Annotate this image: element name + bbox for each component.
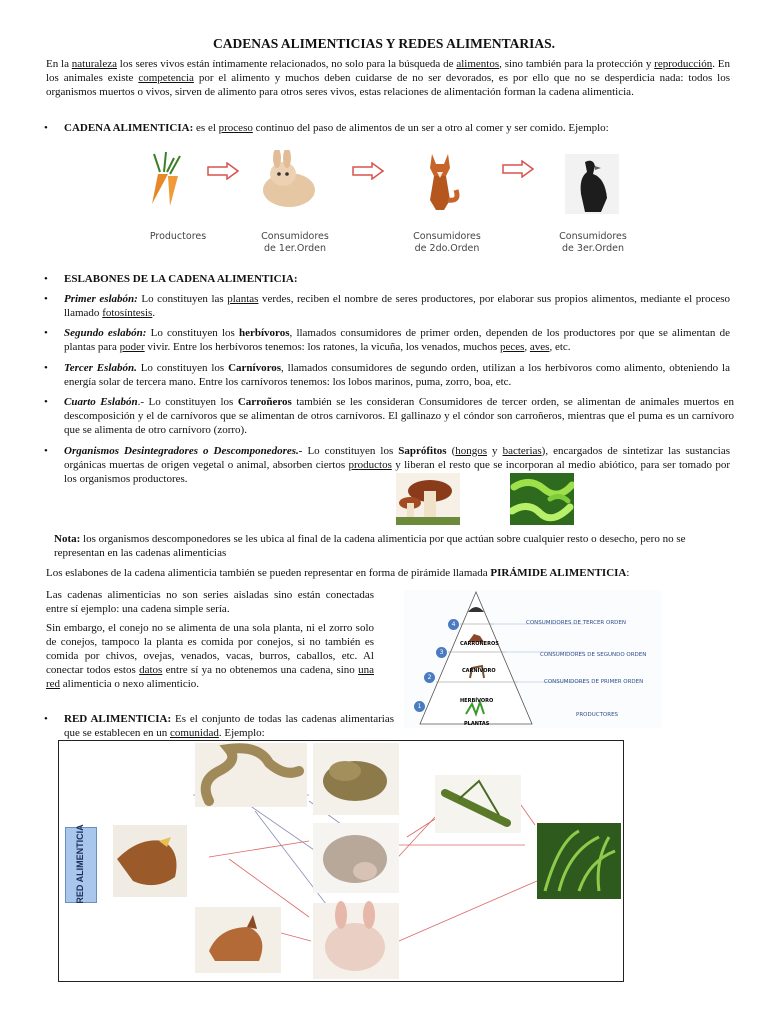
pyramid-inner-label: HERBÍVORO bbox=[460, 698, 494, 704]
segundo-eslabon: Segundo eslabón: Lo constituyen los herbívoros, llamados consumidores de primer orden, dependen de los productores por que se alimentan de plantas para poder vivir. Entre los herbívoros tenemos: los ratones, la vicuña, los venados, muchos peces, aves, etc. bbox=[64, 327, 730, 353]
link-plantas[interactable]: plantas bbox=[227, 293, 259, 305]
rabbit-image bbox=[255, 150, 323, 210]
link-una-red[interactable]: una red bbox=[46, 664, 375, 690]
arrow-right-icon bbox=[502, 160, 534, 178]
pyramid-outer-label: CONSUMIDORES DE TERCER ORDEN bbox=[526, 620, 626, 626]
link-proceso[interactable]: proceso bbox=[218, 122, 253, 134]
carrot-producer-image bbox=[140, 150, 196, 210]
vulture-image bbox=[565, 154, 619, 214]
level-4-badge: 4 bbox=[448, 619, 459, 630]
link-bacterias[interactable]: bacterias bbox=[502, 445, 542, 457]
arrow-right-icon bbox=[207, 162, 239, 180]
pyramid-inner-label: PLANTAS bbox=[464, 721, 490, 727]
link-comunidad[interactable]: comunidad bbox=[169, 727, 219, 739]
link-naturaleza[interactable]: naturaleza bbox=[71, 58, 117, 70]
level-1-badge: 1 bbox=[414, 701, 425, 712]
link-reproduccion[interactable]: reproducción bbox=[654, 58, 713, 70]
nota: Nota: los organismos descomponedores se les ubica al final de la cadena alimenticia por que actúan sobre cualquier resto o desecho, pero no se representan en las cadenas alimenticias bbox=[54, 533, 686, 559]
piramide-intro: Los eslabones de la cadena alimenticia también se pueden representar en forma de pirámide llamada PIRÁMIDE ALIMENTICIA: bbox=[46, 567, 630, 579]
link-datos[interactable]: datos bbox=[139, 664, 163, 676]
pyramid-outer-label: CONSUMIDORES DE PRIMER ORDEN bbox=[544, 679, 644, 685]
descomponedores: Organismos Desintegradores o Descomponedores.- Lo constituyen los Saprófitos (hongos y bacterias), encargados de sintetizar las sustancias orgánicas muertas de origen vegetal o animal, absorben ciertos productos y liberan el resto que se incorporan al medio abiótico, para ser tomado por los organismos productores. bbox=[64, 445, 730, 485]
link-aves[interactable]: aves bbox=[529, 341, 550, 353]
cuarto-eslabon: Cuarto Eslabón.- Lo constituyen los Carroñeros también se les consideran Consumidores de tercer orden, se alimentan de animales muertos en descomposición y el de carnívoros que se alimentan de otros carnívoros. El gallinazo y el cóndor son carroñeros, mientras que el puma es un carnívoro que se alimenta de otro carnívoro (zorro). bbox=[64, 396, 734, 436]
pyramid-inner-label: CARNÍVORO bbox=[462, 668, 496, 674]
label-consumidores-3: Consumidores de 3er.Orden bbox=[559, 231, 627, 254]
link-peces[interactable]: peces bbox=[499, 341, 525, 353]
bullet: • bbox=[44, 445, 48, 457]
link-alimentos[interactable]: alimentos bbox=[456, 58, 500, 70]
cadena-definition: CADENA ALIMENTICIA: es el proceso continuo del paso de alimentos de un ser a otro al comer y ser comido. Ejemplo: bbox=[64, 122, 609, 134]
eslabones-heading: ESLABONES DE LA CADENA ALIMENTICIA: bbox=[64, 273, 298, 285]
bullet: • bbox=[44, 362, 48, 374]
level-3-badge: 3 bbox=[436, 647, 447, 658]
link-poder[interactable]: poder bbox=[119, 341, 145, 353]
red-alimenticia-diagram bbox=[58, 740, 624, 982]
link-competencia[interactable]: competencia bbox=[138, 72, 194, 84]
primer-eslabon: Primer eslabón: Lo constituyen las plantas verdes, reciben el nombre de seres productores, por elaborar sus propios alimentos, mediante el proceso llamado fotosíntesis. bbox=[64, 293, 730, 319]
arrow-right-icon bbox=[352, 162, 384, 180]
fox-image bbox=[420, 150, 460, 212]
label-consumidores-2: Consumidores de 2do.Orden bbox=[413, 231, 481, 254]
pyramid-outer-label: CONSUMIDORES DE SEGUNDO ORDEN bbox=[540, 652, 647, 658]
bullet: • bbox=[44, 713, 48, 725]
bullet: • bbox=[44, 396, 48, 408]
bullet: • bbox=[44, 273, 48, 285]
bacteria-image bbox=[510, 473, 574, 525]
red-alimenticia-definition: RED ALIMENTICIA: Es el conjunto de todas las cadenas alimentarias que se establecen en un comunidad. Ejemplo: bbox=[64, 713, 394, 739]
page-title: CADENAS ALIMENTICIAS Y REDES ALIMENTARIAS. bbox=[213, 36, 555, 51]
tercer-eslabon: Tercer Eslabón. Lo constituyen los Carnívoros, llamados consumidores de segundo orden, utilizan a los herbívoros como alimento, obteniendo la energía solar de tercera mano. Entre los carnívoros tenemos: los lobos marinos, puma, zorro, boa, etc. bbox=[64, 362, 730, 388]
label-productores: Productores bbox=[149, 231, 207, 242]
link-productos[interactable]: productos bbox=[348, 459, 392, 471]
aisladas-paragraph: Las cadenas alimenticias no son series aisladas sino están conectadas entre sí ejemplo: una cadena simple sería. bbox=[46, 589, 374, 615]
red-alimenticia-label: RED ALIMENTICIA bbox=[75, 824, 85, 904]
link-fotosintesis[interactable]: fotosíntesis bbox=[102, 307, 153, 319]
pyramid-diagram bbox=[404, 590, 662, 728]
pyramid-outer-label: PRODUCTORES bbox=[576, 712, 619, 718]
bullet: • bbox=[44, 293, 48, 305]
link-hongos[interactable]: hongos bbox=[455, 445, 488, 457]
pyramid-inner-label: CARROÑEROS bbox=[460, 641, 499, 647]
bullet: • bbox=[44, 327, 48, 339]
sin-embargo-paragraph: Sin embargo, el conejo no se alimenta de una sola planta, ni el zorro solo de conejos, tampoco la planta es comida por conejos, si no también es comida por chivos, ovejas, venados, vacas, burros, caballos, etc. Al conectar todos estos datos entre sí ya no obtenemos una cadena, sino una red alimenticia o nexo alimenticio. bbox=[46, 622, 375, 690]
level-2-badge: 2 bbox=[424, 672, 435, 683]
bullet: • bbox=[44, 122, 48, 134]
intro-paragraph: En la naturaleza los seres vivos están íntimamente relacionados, no solo para la búsqueda de alimentos, sino también para la protección y reproducción. En los animales existe competencia por el alimento y muchos deben cuidarse de no ser devorados, es por ello que no se desperdicia nada: todos los organismos muertos o vivos, sirven de alimento para otros seres vivos, estas relaciones de alimentación forman la cadena alimenticia. bbox=[46, 58, 730, 98]
label-consumidores-1: Consumidores de 1er.Orden bbox=[261, 231, 329, 254]
mushroom-image bbox=[396, 473, 460, 525]
